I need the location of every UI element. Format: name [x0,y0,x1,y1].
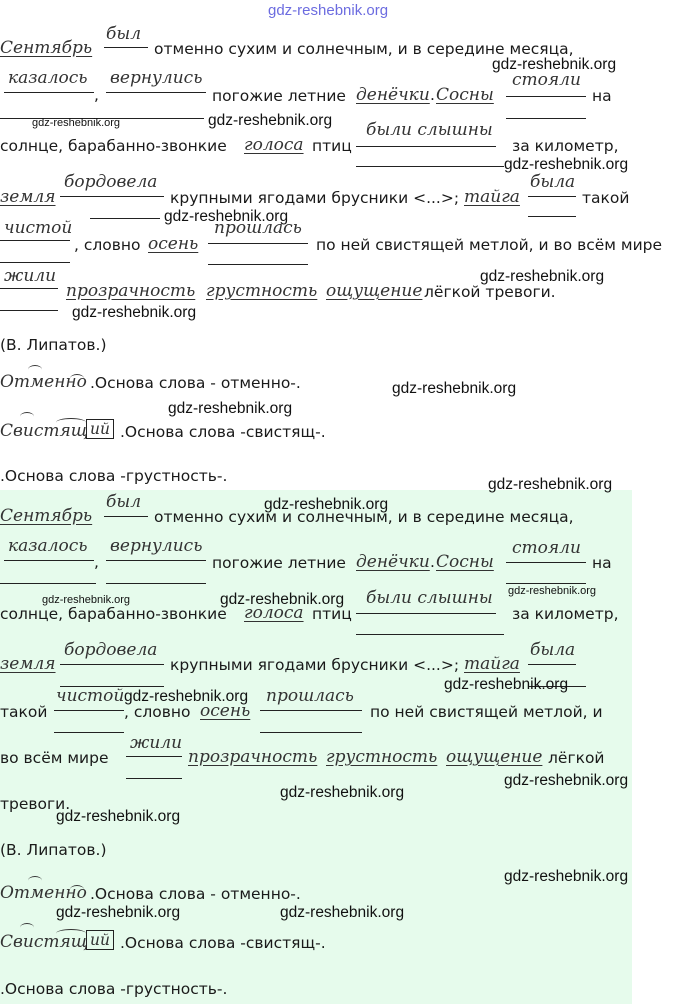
subject-word: ощущение [446,747,543,767]
watermark: gdz-reshebnik.org [56,904,181,921]
subject-word: Сентябрь [0,38,93,58]
subject-word: земля [0,187,56,207]
watermark: gdz-reshebnik.org [32,117,121,129]
predicate-word: были слышны [366,588,493,608]
watermark: gdz-reshebnik.org [444,676,569,693]
watermark: gdz-reshebnik.org [220,591,345,608]
text-fragment: птиц [312,137,352,155]
watermark: gdz-reshebnik.org [168,400,293,417]
author: (В. Липатов.) [0,336,107,354]
subject-word: ощущение [326,281,423,301]
predicate-word: был [106,492,142,512]
analysis-text: .Основа слова - отменно-. [90,885,301,903]
text-fragment: погожие летние [212,87,346,105]
subject-word: осень [200,701,251,721]
subject-word: прозрачность [66,281,196,301]
subject-word: голоса [244,603,304,623]
analysis-text: .Основа слова -свистящ-. [120,934,326,952]
text-fragment: во всём мире [0,749,109,767]
text-fragment: птиц [312,605,352,623]
predicate-word: была [530,172,576,192]
predicate-word: казалось [8,68,88,88]
subject-word: грустность [206,281,318,301]
text-fragment: по ней свистящей метлой, и [370,703,603,721]
subject-word: Сентябрь [0,506,93,526]
subject-word: прозрачность [188,747,318,767]
text-fragment: на [592,554,612,572]
text-fragment: . [430,553,435,571]
predicate-word: вернулись [110,68,203,88]
text-fragment: такой [582,189,630,207]
text-fragment: на [592,87,612,105]
analysis-word: Свистящ [0,421,88,441]
subject-word: тайга [464,187,520,207]
text-fragment: крупными ягодами брусники <...>; [170,189,460,207]
ending-box: ий [86,930,114,950]
watermark: gdz-reshebnik.org [56,808,181,825]
predicate-word: стояли [512,538,581,558]
text-fragment: погожие летние [212,554,346,572]
predicate-word: прошлась [266,686,354,706]
watermark: gdz-reshebnik.org [280,904,405,921]
text-fragment: солнце, барабанно-звонкие [0,605,227,623]
text-fragment: отменно сухим и солнечным, и в середине месяца, [154,508,574,526]
text-fragment: , словно [124,703,191,721]
predicate-word: бордовела [64,172,158,192]
watermark: gdz-reshebnik.org [42,594,131,606]
predicate-word: чистой [4,218,73,238]
analysis-word: Отменно [0,883,87,903]
predicate-word: чистой [56,686,125,706]
analysis-text: .Основа слова - отменно-. [90,374,301,392]
text-fragment: , [94,86,99,104]
predicate-word: казалось [8,536,88,556]
text-fragment: тревоги. [0,795,71,813]
watermark: gdz-reshebnik.org [208,112,333,129]
subject-word: тайга [464,654,520,674]
watermark: gdz-reshebnik.org [264,496,389,513]
text-fragment: лёгкой [548,749,605,767]
subject-word: осень [148,234,199,254]
text-fragment: . [430,86,435,104]
text-fragment: за километр, [512,605,619,623]
text-fragment: лёгкой тревоги. [424,283,556,301]
text-fragment: крупными ягодами брусники <...>; [170,656,460,674]
predicate-word: стояли [512,70,581,90]
analysis-word: Свистящ [0,932,88,952]
predicate-word: были слышны [366,120,493,140]
subject-word: голоса [244,135,304,155]
subject-word: Сосны [436,85,494,105]
author: (В. Липатов.) [0,841,107,859]
analysis-word: Отменно [0,372,87,392]
analysis-text: .Основа слова -грустность-. [0,980,228,998]
watermark: gdz-reshebnik.org [480,268,605,285]
predicate-word: бордовела [64,640,158,660]
watermark: gdz-reshebnik.org [268,2,389,19]
subject-word: грустность [326,747,438,767]
watermark: gdz-reshebnik.org [392,380,517,397]
subject-word: денёчки [356,552,430,572]
watermark: gdz-reshebnik.org [124,688,249,705]
watermark: gdz-reshebnik.org [164,208,289,225]
predicate-word: была [530,640,576,660]
text-fragment: солнце, барабанно-звонкие [0,137,227,155]
text-fragment: за километр, [512,137,619,155]
analysis-text: .Основа слова -свистящ-. [120,423,326,441]
watermark: gdz-reshebnik.org [492,56,617,73]
subject-word: денёчки [356,85,430,105]
predicate-word: жили [130,733,183,753]
predicate-word: был [106,24,142,44]
text-fragment: , [94,553,99,571]
watermark: gdz-reshebnik.org [488,476,613,493]
watermark: gdz-reshebnik.org [72,304,197,321]
subject-word: Сосны [436,552,494,572]
predicate-word: жили [4,266,57,286]
ending-box: ий [86,419,114,439]
text-fragment: , словно [74,236,141,254]
predicate-word: прошлась [214,218,302,238]
subject-word: земля [0,654,56,674]
text-fragment: такой [0,703,48,721]
predicate-word: вернулись [110,536,203,556]
text-fragment: отменно сухим и солнечным, и в середине месяца, [154,40,574,58]
watermark: gdz-reshebnik.org [504,156,629,173]
analysis-text: .Основа слова -грустность-. [0,467,228,485]
watermark: gdz-reshebnik.org [280,784,405,801]
text-fragment: по ней свистящей метлой, и во всём мире [316,236,663,254]
watermark: gdz-reshebnik.org [508,585,597,597]
watermark: gdz-reshebnik.org [504,868,629,885]
watermark: gdz-reshebnik.org [504,772,629,789]
